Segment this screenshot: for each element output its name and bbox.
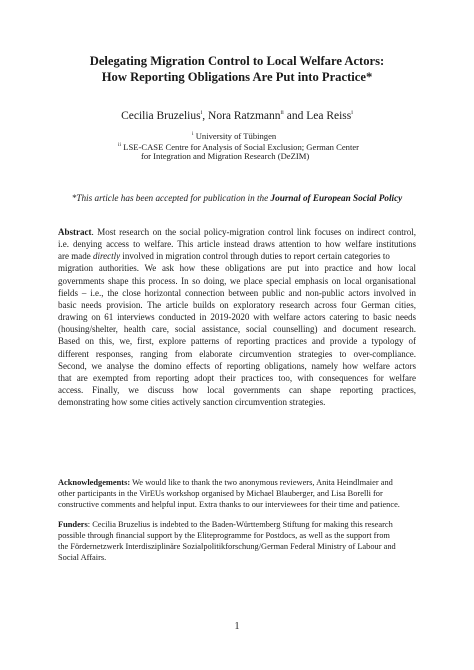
funders-line: Social Affairs.	[58, 552, 107, 562]
affiliation-sup: ii	[118, 142, 122, 148]
title-line-2: How Reporting Obligations Are Put into Practice*	[101, 70, 373, 84]
abstract-line: Second, we analyse the domino effects of reporting obligations, namely how welfare actors	[58, 360, 416, 371]
title-line-1: Delegating Migration Control to Local Welfare Actors:	[89, 54, 385, 68]
funders-line: possible through financial support by the Eliteprogramme for Postdocs, as well as the support from	[58, 530, 390, 540]
abstract-line: governments shape this process. In so doing, we place special emphasis on local organisational	[58, 275, 416, 286]
funders	[58, 520, 416, 564]
funders-line: the Fördernetzwerk Interdisziplinäre Sozialpolitikforschung/German Federal Ministry of Labour and	[58, 541, 396, 551]
author-sup: i	[200, 110, 203, 116]
affiliation-sup: i	[192, 131, 194, 137]
abstract-line: that are exempted from reporting adopt their practices too, with consequences for welfare	[58, 372, 416, 383]
abstract	[58, 226, 416, 408]
page-number: 1	[234, 621, 240, 632]
abstract-line: are made directly involved in migration control through duties to report certain categories to	[58, 251, 390, 262]
funders-line: Funders: Cecilia Bruzelius is indebted to the Baden-Württemberg Stiftung for making this research	[58, 520, 393, 529]
affiliation-text: University of Tübingen	[195, 131, 277, 141]
affiliation-text: LSE-CASE Centre for Analysis of Social Exclusion; German Center	[123, 142, 360, 152]
abstract-line: fields – i.e., the close horizontal connection between public and non-public actors involved in	[58, 287, 416, 298]
abstract-line: i.e. denying access to welfare. This article instead draws attention to how welfare institutions	[58, 239, 416, 250]
funders-label: Funders	[58, 520, 88, 529]
author-sup: ii	[280, 110, 284, 116]
acknowledgements	[58, 478, 416, 511]
author-sup: i	[351, 110, 353, 116]
abstract-line: basic needs provision. The article builds on exploratory research across four German cities,	[58, 299, 416, 310]
acknowledgements-line: other participants in the VirEUs workshop organised by Michael Blauberger, and Lisa Borelli for	[58, 488, 383, 498]
abstract-line: Based on this, we, first, explore patterns of reporting practices and provide a typology of	[58, 336, 416, 347]
acceptance-note	[0, 193, 474, 203]
acceptance-text: *This article has been accepted for publication in the	[71, 193, 271, 203]
abstract-label: Abstract	[58, 227, 92, 237]
affiliation-2-continued: for Integration and Migration Research (DeZIM)	[141, 151, 310, 161]
abstract-line: (housing/shelter, health care, social assistance, social counselling) and document research.	[58, 324, 416, 335]
journal-name: Journal of European Social Policy	[270, 193, 403, 203]
author-name: Nora Ratzmann	[208, 110, 281, 122]
abstract-line: access. Finally, we discuss how local governments can shape reporting practices,	[58, 385, 416, 396]
abstract-line: migration authorities. We ask how these obligations are put into practice and how local	[58, 263, 416, 274]
acknowledgements-label: Acknowledgements:	[58, 478, 131, 487]
abstract-line: Abstract. Most research on the social policy-migration control link focuses on indirect control,	[58, 227, 416, 237]
abstract-line: different responses, ranging from elaborate circumvention strategies to over-compliance.	[58, 348, 416, 359]
paper-title	[0, 53, 474, 85]
author-list: Cecilia Bruzelius$^i$, Nora Ratzmann$^{ii}$ and Lea Reiss$^i$	[121, 110, 353, 122]
author-name: Lea Reiss	[306, 110, 352, 122]
acknowledgements-line: constructive comments and helpful input. Extra thanks to our interviewees for their time and patience.	[58, 499, 400, 509]
abstract-line: demonstrating how some cities actively sanction circumvention strategies.	[58, 397, 326, 408]
abstract-emphasis: directly	[92, 251, 121, 262]
abstract-line: drawing on 61 interviews conducted in 2019-2020 with welfare actors catering to basic needs	[58, 312, 416, 323]
author-name: Cecilia Bruzelius	[121, 110, 201, 122]
acknowledgements-line: Acknowledgements: We would like to thank the two anonymous reviewers, Anita Heindlmaier and	[58, 478, 393, 487]
